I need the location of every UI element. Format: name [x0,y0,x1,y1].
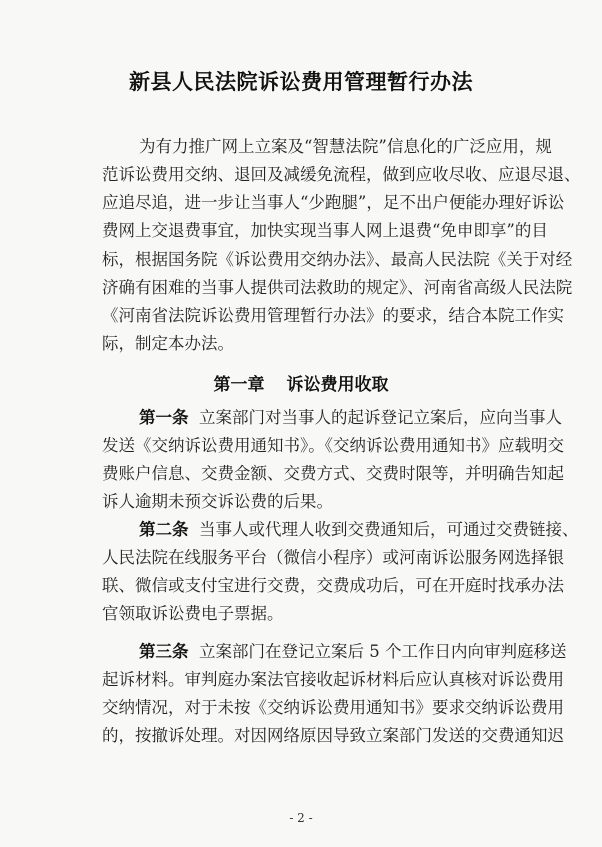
article-text: 立案部门在登记立案后 5 个工作日内向审判庭移送 [199,642,567,661]
article-2-line: 人民法院在线服务平台（微信小程序）或河南诉讼服务网选择银 [102,548,564,567]
document-title: 新县人民法院诉讼费用管理暂行办法 [129,69,473,94]
article-3-line [139,640,567,664]
page-number: - 2 - [289,811,313,825]
preamble-line: 为有力推广网上立案及“智慧法院”信息化的广泛应用，规 [139,137,552,156]
preamble-line: 标，根据国务院《诉讼费用交纳办法》、最高人民法院《关于对经 [102,250,573,269]
article-2-line: 联、微信或支付宝进行交费，交费成功后，可在开庭时找承办法 [102,576,564,595]
preamble-line: 应追尽追，进一步让当事人“少跑腿”，足不出户便能办理好诉讼 [102,193,565,212]
article-1-line: 诉人逾期未预交诉讼费的后果。 [102,492,333,511]
article-label: 第二条 [139,520,189,539]
article-2-line [139,518,579,542]
chapter-name: 诉讼费用收取 [286,375,389,395]
chapter-number: 第一章 [213,375,265,395]
article-text: 当事人或代理人收到交费通知后，可通过交费链接、 [199,520,579,539]
article-label: 第三条 [139,642,189,661]
preamble-line: 范诉讼费用交纳、退回及减缓免流程，做到应收尽收、应退尽退、 [102,165,581,184]
chapter-heading [0,370,602,395]
preamble-line: 济确有困难的当事人提供司法救助的规定》、河南省高级人民法院 [102,278,573,297]
article-1-line: 费账户信息、交费金额、交费方式、交费时限等，并明确告知起 [102,464,564,483]
article-3-line: 起诉材料。审判庭办案法官接收起诉材料后应认真核对诉讼费用 [102,670,564,689]
article-1-line [139,406,562,430]
article-text: 立案部门对当事人的起诉登记立案后，应向当事人 [199,408,562,427]
article-label: 第一条 [139,408,189,427]
preamble-line: 《河南省法院诉讼费用管理暂行办法》的要求，结合本院工作实 [102,306,564,325]
article-1-line: 发送《交纳诉讼费用通知书》。《交纳诉讼费用通知书》应载明交 [102,436,564,455]
article-2-line: 官领取诉讼费电子票据。 [102,604,284,623]
preamble-line: 费网上交退费事宜，加快实现当事人网上退费“免申即享”的目 [102,221,548,240]
preamble-line: 际，制定本办法。 [102,334,234,353]
article-3-line: 交纳情况，对于未按《交纳诉讼费用通知书》要求交纳诉讼费用 [102,698,564,717]
article-3-line: 的，按撤诉处理。对因网络原因导致立案部门发送的交费通知迟 [102,726,564,745]
